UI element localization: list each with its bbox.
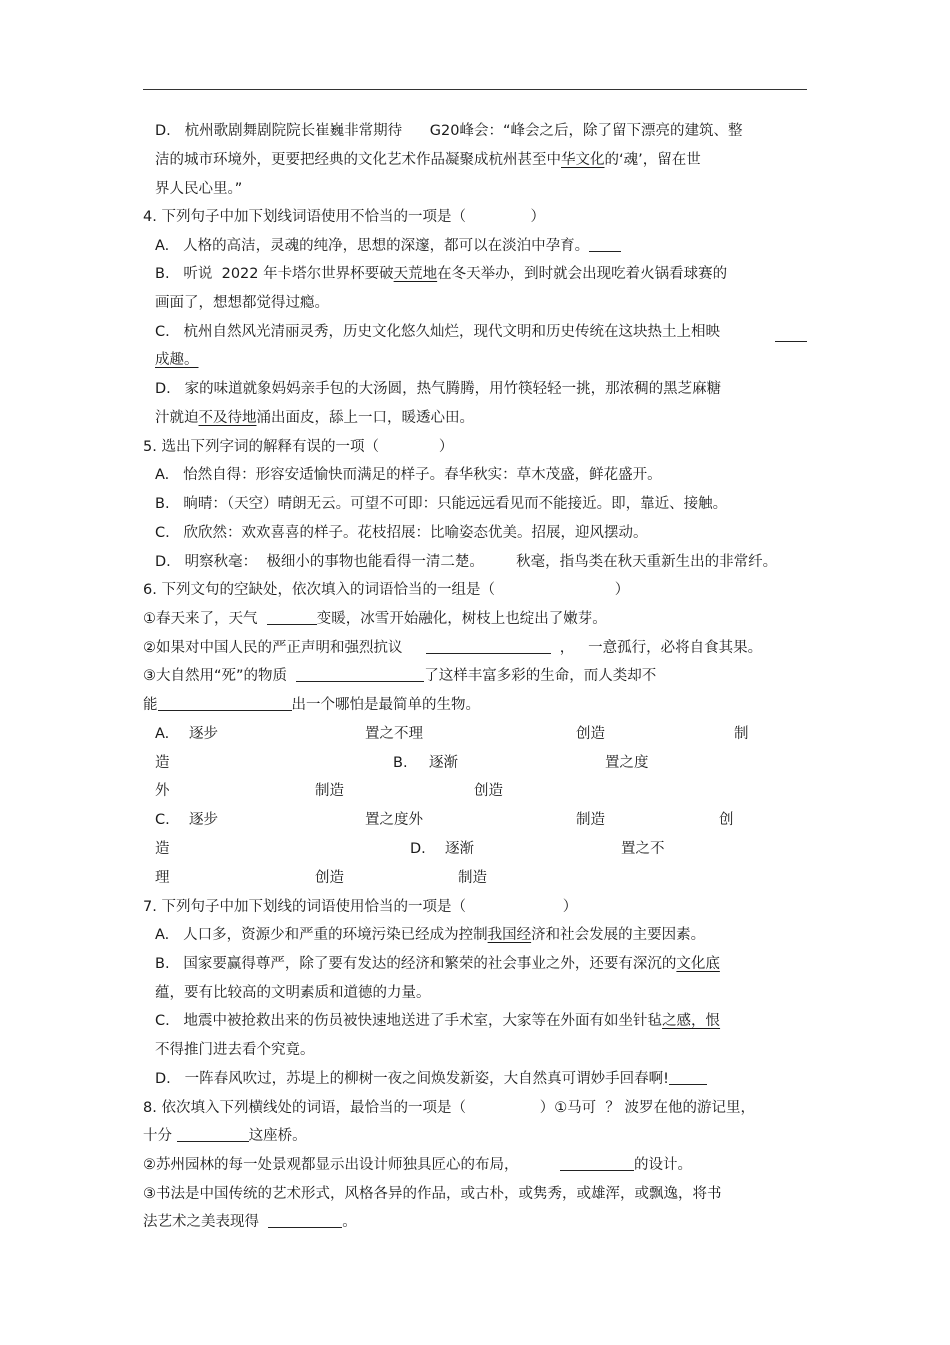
q3-option-d-line2 [155, 150, 701, 170]
text: 变暖，冰雪开始融化，树枝上也绽出了嫩芽。 [316, 611, 607, 627]
text: B. 国家要赢得尊严，除了要有发达的经济和繁荣的社会事业之外，还要有深沉的 [155, 956, 677, 972]
q6-option-b-word2-wrap: 外 [155, 783, 170, 799]
answer-blank [426, 639, 551, 654]
text: ①春天来了，天气 [143, 611, 267, 627]
q6-option-d-word2: 置之不 [621, 841, 665, 857]
q6-option-a-word4-wrap: 造 [155, 755, 170, 771]
q8-sentence-3-line1: ③书法是中国传统的艺术形式，风格各异的作品，或古朴，或隽秀，或雄浑，或飘逸，将书 [143, 1186, 722, 1202]
q6-option-c-word4-wrap: 造 [155, 841, 170, 857]
q4-option-b-line1 [155, 264, 727, 284]
q7-option-a [155, 925, 705, 945]
text: 十分 [143, 1128, 177, 1144]
text: 这座桥。 [248, 1128, 307, 1144]
q6-sentence-3-line1 [143, 666, 656, 686]
q6-sentence-3-line2 [143, 695, 480, 715]
q6-option-b-label: B. [393, 755, 408, 771]
text: ③大自然用“死”的物质 [143, 668, 297, 684]
q7-option-d [155, 1069, 707, 1089]
text: A. 人口多，资源少和严重的环境污染已经成为控制 [155, 927, 488, 943]
q4-option-b-line2: 画面了，想想都觉得过瘾。 [155, 295, 329, 311]
text: 的‘魂’，留在世 [604, 152, 701, 168]
q6-option-c-word2: 置之度外 [365, 812, 423, 828]
q4-option-d-line2 [155, 408, 474, 428]
text: 了这样丰富多彩的生命，而人类却不 [424, 668, 657, 684]
q3-option-d-line3: 界人民心里。” [155, 181, 243, 197]
answer-blank [268, 1213, 342, 1228]
q7-option-c-line1 [155, 1011, 720, 1031]
text: 法艺术之美表现得 [143, 1214, 269, 1230]
q6-option-a-word3: 创造 [576, 726, 605, 742]
q4-option-a [155, 236, 621, 256]
q8-sentence-3-line2 [143, 1212, 357, 1232]
q8-stem: 8. 依次填入下列横线处的词语，最恰当的一项是（ ）①马可 ？ 波罗在他的游记里， [143, 1100, 756, 1116]
text: B. 听说 2022 年卡塔尔世界杯要破 [155, 266, 394, 282]
q6-option-a-label: A. [155, 726, 170, 742]
q6-sentence-1 [143, 609, 607, 629]
underlined-text: 天荒地 [393, 266, 438, 282]
q4-option-c-line1: C. 杭州自然风光清丽灵秀，历史文化悠久灿烂，现代文明和历史传统在这块热土上相映 [155, 324, 721, 340]
q7-option-b-line2: 蕴，要有比较高的文明素质和道德的力量。 [155, 985, 431, 1001]
q7-option-c-line2: 不得推门进去看个究竟。 [155, 1042, 315, 1058]
text: ， 一意孤行，必将自食其果。 [550, 640, 763, 656]
q6-option-a-word1: 逐步 [189, 726, 218, 742]
q6-stem: 6. 下列文句的空缺处，依次填入的词语恰当的一组是（ ） [143, 582, 630, 598]
text: 涌出面皮，舔上一口，暖透心田。 [256, 410, 474, 426]
text: ②如果对中国人民的严正声明和强烈抗议 [143, 640, 426, 656]
q6-option-a-word2: 置之不理 [365, 726, 423, 742]
q6-option-b-word2: 置之度 [605, 755, 649, 771]
text: 洁的城市环境外，更要把经典的文化艺术作品凝聚成杭州甚至中 [155, 152, 561, 168]
text: 济和社会发展的主要因素。 [531, 927, 706, 943]
text: 出一个哪怕是最简单的生物。 [291, 697, 480, 713]
q7-option-b-line1 [155, 954, 720, 974]
q6-option-c-word1: 逐步 [189, 812, 218, 828]
q6-sentence-2 [143, 638, 762, 658]
q4-option-c-line2: 成趣。 [155, 352, 199, 368]
q3-option-d-line1: D. 杭州歌剧舞剧院院长崔巍非常期待 G20峰会：“峰会之后，除了留下漂亮的建筑、整 [155, 123, 743, 139]
q6-option-d-label: D. [410, 841, 426, 857]
q6-option-b-word3: 制造 [315, 783, 344, 799]
q4-option-d-line1: D. 家的味道就象妈妈亲手包的大汤圆，热气腾腾，用竹筷轻轻一挑，那浓稠的黑芝麻糖 [155, 381, 722, 397]
answer-blank [775, 327, 807, 342]
text: D. 一阵春风吹过，苏堤上的柳树一夜之间焕发新姿，大自然真可谓妙手回春啊! [155, 1071, 669, 1087]
answer-blank [669, 1070, 707, 1085]
q6-option-d-word4: 制造 [458, 870, 487, 886]
underlined-text: 之感，恨 [662, 1013, 721, 1029]
q6-option-d-word3: 创造 [315, 870, 344, 886]
q6-option-c-word3: 制造 [576, 812, 605, 828]
answer-blank [177, 1127, 249, 1142]
q6-option-c-word4: 创 [719, 812, 734, 828]
q5-option-c: C. 欣欣然：欢欢喜喜的样子。花枝招展：比喻姿态优美。招展，迎风摆动。 [155, 525, 648, 541]
underlined-text: 文化底 [676, 956, 720, 972]
underlined-text: 我国经 [487, 927, 532, 943]
q8-line2 [143, 1126, 307, 1146]
q5-stem: 5. 选出下列字词的解释有误的一项（ ） [143, 439, 454, 455]
text: 能 [143, 697, 158, 713]
text: C. 地震中被抢救出来的伤员被快速地送进了手术室，大家等在外面有如坐针毡 [155, 1013, 663, 1029]
header-rule [143, 89, 807, 90]
text: 汁就迫 [155, 410, 199, 426]
q6-option-c-label: C. [155, 812, 170, 828]
underlined-text: 华文化 [561, 152, 605, 168]
q5-option-d: D. 明察秋毫： 极细小的事物也能看得一清二楚。 秋毫，指鸟类在秋天重新生出的非常纤。 [155, 554, 778, 570]
answer-blank [589, 237, 621, 252]
q6-option-d-word1: 逐渐 [445, 841, 474, 857]
text: 的设计。 [633, 1157, 692, 1173]
q8-sentence-2 [143, 1155, 692, 1175]
q5-option-a: A. 怡然自得：形容安适愉快而满足的样子。春华秋实：草木茂盛，鲜花盛开。 [155, 467, 662, 483]
text: A. 人格的高洁，灵魂的纯净，思想的深邃，都可以在淡泊中孕育。 [155, 238, 590, 254]
text: ②苏州园林的每一处景观都显示出设计师独具匠心的布局， [143, 1157, 560, 1173]
answer-blank [560, 1156, 634, 1171]
q6-option-a-word4: 制 [734, 726, 749, 742]
q4-stem: 4. 下列句子中加下划线词语使用不恰当的一项是（ ） [143, 209, 545, 225]
q6-option-b-word1: 逐渐 [429, 755, 458, 771]
q6-option-d-word2-wrap: 理 [155, 870, 170, 886]
answer-blank [158, 696, 292, 711]
answer-blank [296, 667, 424, 682]
q6-option-b-word4: 创造 [474, 783, 503, 799]
text: 在冬天举办，到时就会出现吃着火锅看球赛的 [437, 266, 728, 282]
q7-stem: 7. 下列句子中加下划线的词语使用恰当的一项是（ ） [143, 899, 578, 915]
q5-option-b: B. 晌晴：（天空）晴朗无云。可望不可即：只能远远看见而不能接近。即，靠近、接触。 [155, 496, 728, 512]
text: 。 [342, 1214, 357, 1230]
answer-blank [267, 610, 317, 625]
underlined-text: 不及待地 [198, 410, 257, 426]
